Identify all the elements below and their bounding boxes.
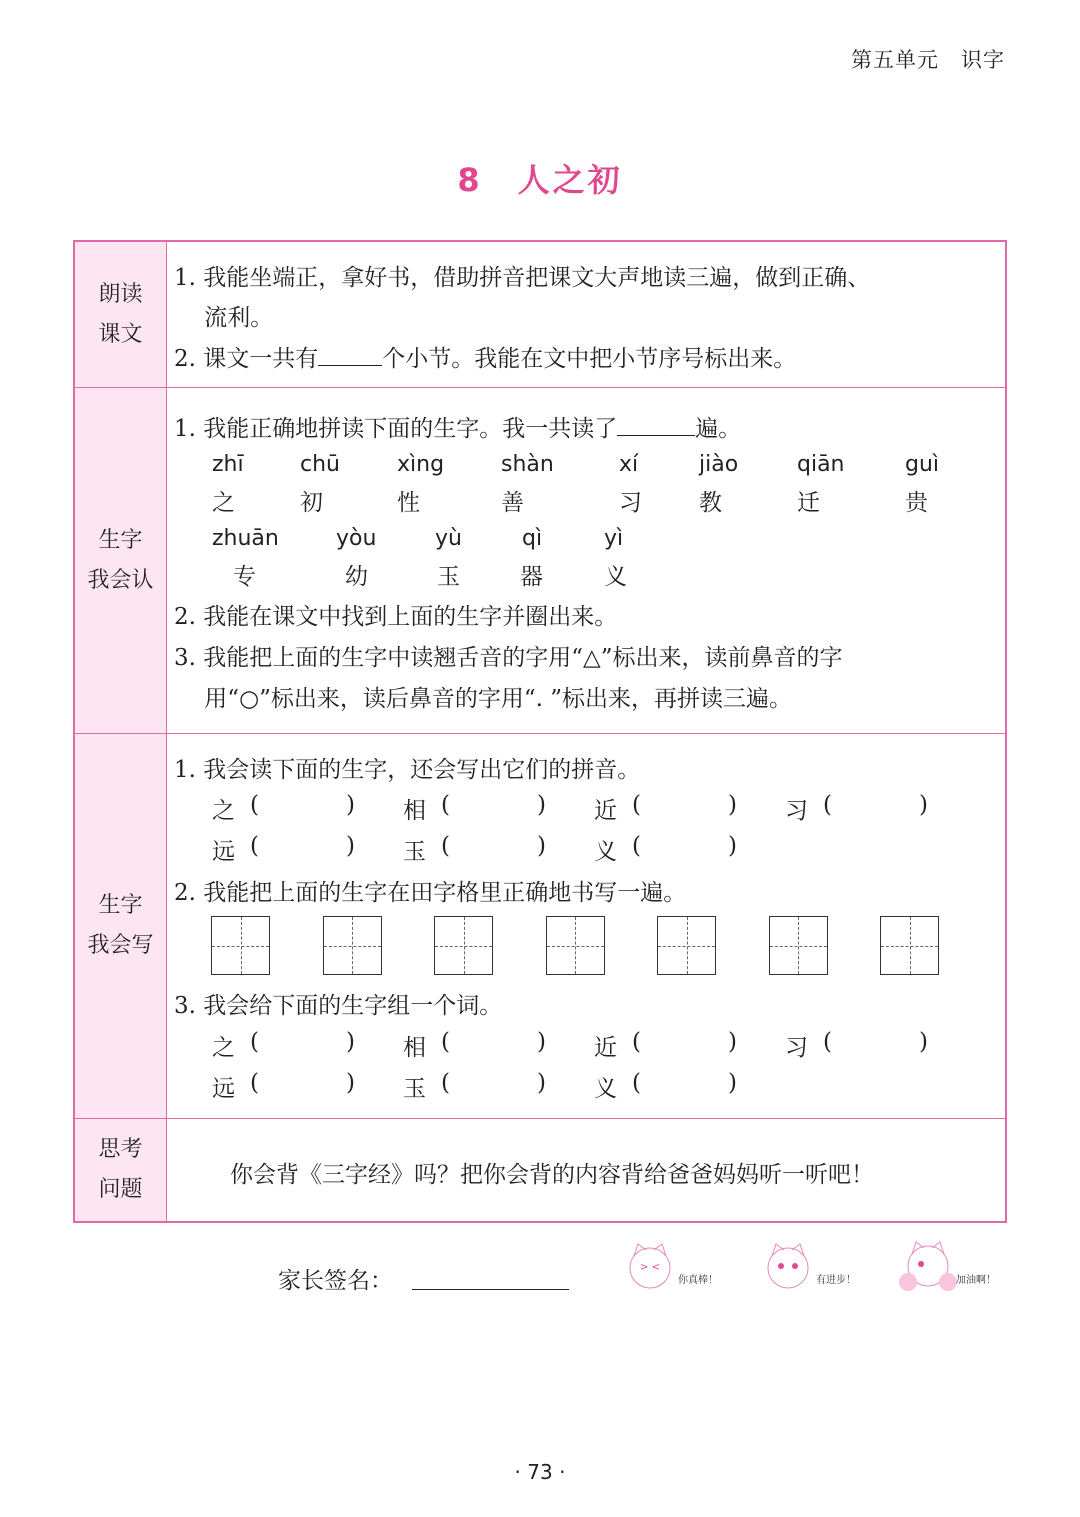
answer-field[interactable] xyxy=(455,1033,537,1057)
divider xyxy=(75,733,1005,734)
sticker-cat-smile xyxy=(758,1238,878,1292)
open-paren: ( xyxy=(632,792,641,818)
answer-field[interactable] xyxy=(264,796,346,820)
unit-header: 第五单元 识字 xyxy=(851,48,1005,72)
character: 专 xyxy=(233,564,256,590)
close-paren: ) xyxy=(728,1029,737,1055)
sticker-cat-thumbs-up xyxy=(620,1238,740,1292)
text: 个小节。我能在文中把小节序号标出来。 xyxy=(382,346,797,372)
read-item-1: 1. 我能坐端正，拿好书，借助拼音把课文大声地读三遍，做到正确、 xyxy=(174,265,871,291)
close-paren: ) xyxy=(919,1029,928,1055)
text: 遍。 xyxy=(695,416,742,442)
recognize-item-3-cont: 用“○”标出来，读后鼻音的字用“. ”标出来，再拼读三遍。 xyxy=(174,686,793,712)
pinyin: shàn xyxy=(501,452,554,477)
close-paren: ) xyxy=(537,792,546,818)
character: 之 xyxy=(212,798,235,824)
character: 相 xyxy=(403,1035,426,1061)
open-paren: ( xyxy=(441,833,450,859)
tianzige-grid[interactable] xyxy=(434,916,493,975)
row-label-read xyxy=(75,242,167,387)
character: 近 xyxy=(594,798,617,824)
divider xyxy=(75,1118,1005,1119)
label-line: 我会写 xyxy=(87,933,154,958)
sticker-text: 你真棒！ xyxy=(678,1275,718,1286)
pinyin: yù xyxy=(435,526,462,551)
character: 习 xyxy=(785,1035,808,1061)
character: 玉 xyxy=(437,564,460,590)
character: 贵 xyxy=(905,490,928,516)
recognize-item-1 xyxy=(174,410,741,443)
parent-signature-field[interactable] xyxy=(412,1289,569,1290)
sticker-cat-cheer xyxy=(898,1238,1018,1292)
tianzige-grid[interactable] xyxy=(880,916,939,975)
pinyin: yì xyxy=(604,526,624,551)
write-item-2: 2. 我能把上面的生字在田字格里正确地书写一遍。 xyxy=(174,880,687,906)
open-paren: ( xyxy=(632,1029,641,1055)
pinyin: zhī xyxy=(212,452,244,477)
open-paren: ( xyxy=(441,1029,450,1055)
close-paren: ) xyxy=(728,833,737,859)
pinyin: zhuān xyxy=(212,526,279,551)
lesson-title: 8 人之初 xyxy=(457,161,623,199)
open-paren: ( xyxy=(250,1029,259,1055)
answer-field[interactable] xyxy=(646,796,728,820)
recognize-item-3: 3. 我能把上面的生字中读翘舌音的字用“△”标出来，读前鼻音的字 xyxy=(174,645,843,671)
row-label-write xyxy=(75,734,167,1118)
character: 性 xyxy=(397,490,420,516)
pinyin: yòu xyxy=(336,526,377,551)
row-label-recognize xyxy=(75,388,167,733)
open-paren: ( xyxy=(632,833,641,859)
character: 义 xyxy=(594,839,617,865)
label-line: 朗读 xyxy=(98,281,143,307)
open-paren: ( xyxy=(441,792,450,818)
sticker-text: 加油啊！ xyxy=(956,1275,996,1286)
tianzige-grid[interactable] xyxy=(769,916,828,975)
page-number: · 73 · xyxy=(514,1460,566,1484)
tianzige-grid[interactable] xyxy=(546,916,605,975)
character: 习 xyxy=(785,798,808,824)
close-paren: ) xyxy=(346,1070,355,1096)
write-item-1: 1. 我会读下面的生字，还会写出它们的拼音。 xyxy=(174,757,641,783)
answer-field[interactable] xyxy=(264,1033,346,1057)
pinyin: qiān xyxy=(797,452,845,477)
character: 初 xyxy=(300,490,323,516)
character: 善 xyxy=(501,490,524,516)
read-item-1-cont: 流利。 xyxy=(174,305,274,331)
close-paren: ) xyxy=(346,1029,355,1055)
close-paren: ) xyxy=(537,1029,546,1055)
answer-field[interactable] xyxy=(455,1074,537,1098)
answer-field[interactable] xyxy=(264,1074,346,1098)
parent-signature-label: 家长签名： xyxy=(278,1268,393,1294)
answer-field[interactable] xyxy=(837,796,919,820)
pinyin: xìng xyxy=(397,452,445,477)
pinyin: chū xyxy=(300,452,340,477)
close-paren: ) xyxy=(728,1070,737,1096)
pinyin: guì xyxy=(905,452,940,477)
read-item-2 xyxy=(174,340,796,373)
write-item-3: 3. 我会给下面的生字组一个词。 xyxy=(174,993,503,1019)
close-paren: ) xyxy=(728,792,737,818)
character: 相 xyxy=(403,798,426,824)
think-question: 你会背《三字经》吗？把你会背的内容背给爸爸妈妈听一听吧！ xyxy=(230,1162,874,1188)
blank-sections[interactable] xyxy=(318,346,382,366)
character: 近 xyxy=(594,1035,617,1061)
tianzige-grid[interactable] xyxy=(657,916,716,975)
character: 远 xyxy=(212,1076,235,1102)
label-line: 思考 xyxy=(98,1137,143,1162)
close-paren: ) xyxy=(537,833,546,859)
close-paren: ) xyxy=(346,833,355,859)
close-paren: ) xyxy=(346,792,355,818)
answer-field[interactable] xyxy=(646,837,728,861)
blank-times[interactable] xyxy=(617,416,695,436)
open-paren: ( xyxy=(250,1070,259,1096)
character: 教 xyxy=(699,490,722,516)
recognize-item-2: 2. 我能在课文中找到上面的生字并圈出来。 xyxy=(174,604,618,630)
open-paren: ( xyxy=(823,792,832,818)
answer-field[interactable] xyxy=(455,796,537,820)
open-paren: ( xyxy=(250,792,259,818)
label-line: 生字 xyxy=(98,527,143,553)
answer-field[interactable] xyxy=(837,1033,919,1057)
label-line: 我会认 xyxy=(87,567,154,593)
character: 之 xyxy=(212,490,235,516)
label-line: 课文 xyxy=(98,321,143,347)
tianzige-grid[interactable] xyxy=(211,916,270,975)
open-paren: ( xyxy=(823,1029,832,1055)
character: 远 xyxy=(212,839,235,865)
svg-text:> <: > < xyxy=(640,1262,660,1273)
answer-field[interactable] xyxy=(646,1033,728,1057)
text: 2. 课文一共有 xyxy=(174,346,319,372)
sticker-text: 有进步！ xyxy=(816,1275,856,1286)
character: 义 xyxy=(604,564,627,590)
character: 器 xyxy=(520,564,543,590)
label-line: 生字 xyxy=(98,893,143,918)
character: 迁 xyxy=(797,490,820,516)
character: 义 xyxy=(594,1076,617,1102)
tianzige-grid[interactable] xyxy=(323,916,382,975)
character: 玉 xyxy=(403,839,426,865)
answer-field[interactable] xyxy=(264,837,346,861)
pinyin: xí xyxy=(619,452,639,477)
open-paren: ( xyxy=(441,1070,450,1096)
open-paren: ( xyxy=(632,1070,641,1096)
text: 1. 我能正确地拼读下面的生字。我一共读了 xyxy=(174,416,618,442)
row-label-think xyxy=(75,1119,167,1221)
divider xyxy=(75,387,1005,388)
pinyin: jiào xyxy=(699,452,739,477)
character: 幼 xyxy=(345,564,368,590)
answer-field[interactable] xyxy=(455,837,537,861)
character: 之 xyxy=(212,1035,235,1061)
close-paren: ) xyxy=(919,792,928,818)
label-line: 问题 xyxy=(98,1177,143,1202)
open-paren: ( xyxy=(250,833,259,859)
pinyin: qì xyxy=(522,526,543,551)
character: 习 xyxy=(619,490,642,516)
character: 玉 xyxy=(403,1076,426,1102)
answer-field[interactable] xyxy=(646,1074,728,1098)
close-paren: ) xyxy=(537,1070,546,1096)
